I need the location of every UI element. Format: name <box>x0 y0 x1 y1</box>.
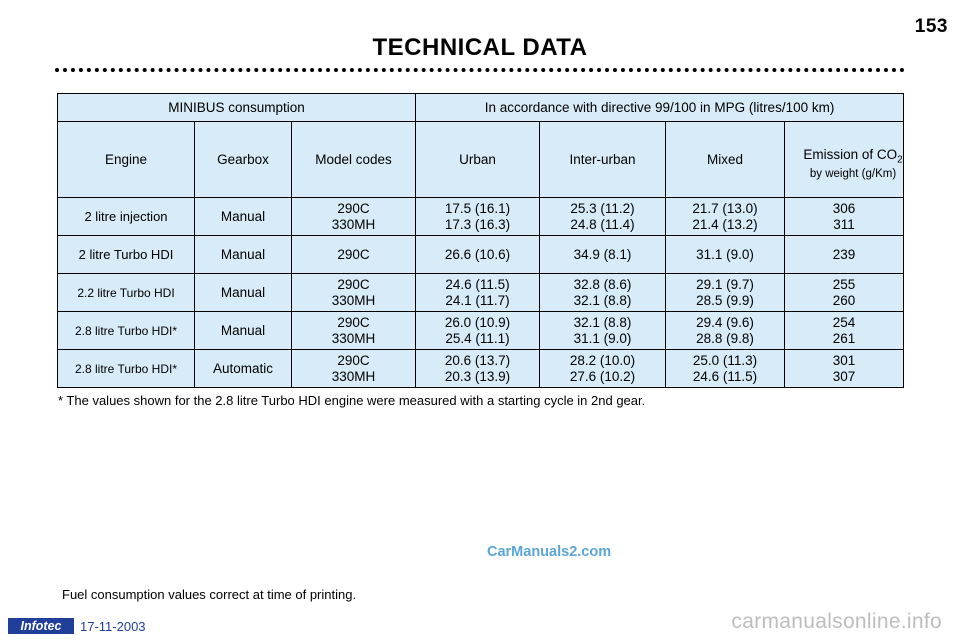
page-title: TECHNICAL DATA <box>372 34 588 61</box>
fuel-note: Fuel consumption values correct at time of printing. <box>62 587 357 602</box>
cell-mixed: 31.1 (9.0) <box>666 236 785 274</box>
cell-inter-urban: 32.1 (8.8) 31.1 (9.0) <box>540 312 666 350</box>
cell-mixed: 21.7 (13.0) 21.4 (13.2) <box>666 198 785 236</box>
col-urban: Urban <box>416 122 540 198</box>
cell-gearbox: Manual <box>195 198 292 236</box>
table-column-header <box>58 122 904 198</box>
page-number: 153 <box>914 16 948 37</box>
cell-engine: 2 litre Turbo HDI <box>58 236 195 274</box>
emission-unit: by weight (g/Km) <box>809 168 897 181</box>
directive-header: In accordance with directive 99/100 in MPG (litres/100 km) <box>416 94 904 122</box>
cell-engine: 2.8 litre Turbo HDI* <box>58 350 195 388</box>
emission-subscript: 2 <box>897 154 903 166</box>
cell-gearbox: Automatic <box>195 350 292 388</box>
print-date: 17-11-2003 <box>80 619 146 634</box>
col-emission <box>785 122 904 198</box>
cell-inter-urban: 25.3 (11.2) 24.8 (11.4) <box>540 198 666 236</box>
cell-inter-urban: 32.8 (8.6) 32.1 (8.8) <box>540 274 666 312</box>
cell-emission: 301 307 <box>785 350 904 388</box>
brand-logo: Infotec <box>8 618 74 634</box>
cell-urban: 26.6 (10.6) <box>416 236 540 274</box>
dotted-divider <box>55 68 905 72</box>
cell-urban: 20.6 (13.7) 20.3 (13.9) <box>416 350 540 388</box>
cell-emission: 255 260 <box>785 274 904 312</box>
table-body <box>58 198 904 388</box>
cell-emission: 306 311 <box>785 198 904 236</box>
cell-gearbox: Manual <box>195 312 292 350</box>
table-row <box>58 236 904 274</box>
cell-emission: 254 261 <box>785 312 904 350</box>
table-row <box>58 274 904 312</box>
cell-mixed: 29.4 (9.6) 28.8 (9.8) <box>666 312 785 350</box>
cell-inter-urban: 28.2 (10.0) 27.6 (10.2) <box>540 350 666 388</box>
table-main-header <box>58 94 904 122</box>
table-row <box>58 350 904 388</box>
table-row <box>58 198 904 236</box>
table-row <box>58 312 904 350</box>
cell-model: 290C <box>292 236 416 274</box>
cell-gearbox: Manual <box>195 236 292 274</box>
footnote: * The values shown for the 2.8 litre Turbo HDI engine were measured with a starting cycle in 2nd gear. <box>58 393 646 408</box>
cell-engine: 2 litre injection <box>58 198 195 236</box>
cell-model: 290C 330MH <box>292 312 416 350</box>
cell-model: 290C 330MH <box>292 350 416 388</box>
col-inter-urban: Inter-urban <box>540 122 666 198</box>
emission-label: Emission of CO <box>803 146 898 162</box>
cell-engine: 2.8 litre Turbo HDI* <box>58 312 195 350</box>
cell-model: 290C 330MH <box>292 198 416 236</box>
cell-engine: 2.2 litre Turbo HDI <box>58 274 195 312</box>
col-gearbox: Gearbox <box>195 122 292 198</box>
cell-inter-urban: 34.9 (8.1) <box>540 236 666 274</box>
col-mixed: Mixed <box>666 122 785 198</box>
cell-mixed: 25.0 (11.3) 24.6 (11.5) <box>666 350 785 388</box>
site-url: carmanualsonline.info <box>731 610 942 633</box>
cell-urban: 26.0 (10.9) 25.4 (11.1) <box>416 312 540 350</box>
watermark-text: CarManuals2.com <box>487 544 612 560</box>
cell-model: 290C 330MH <box>292 274 416 312</box>
cell-mixed: 29.1 (9.7) 28.5 (9.9) <box>666 274 785 312</box>
cell-urban: 24.6 (11.5) 24.1 (11.7) <box>416 274 540 312</box>
col-engine: Engine <box>58 122 195 198</box>
minibus-consumption-header: MINIBUS consumption <box>58 94 416 122</box>
cell-emission: 239 <box>785 236 904 274</box>
col-model-codes: Model codes <box>292 122 416 198</box>
cell-urban: 17.5 (16.1) 17.3 (16.3) <box>416 198 540 236</box>
consumption-table <box>57 93 904 388</box>
cell-gearbox: Manual <box>195 274 292 312</box>
